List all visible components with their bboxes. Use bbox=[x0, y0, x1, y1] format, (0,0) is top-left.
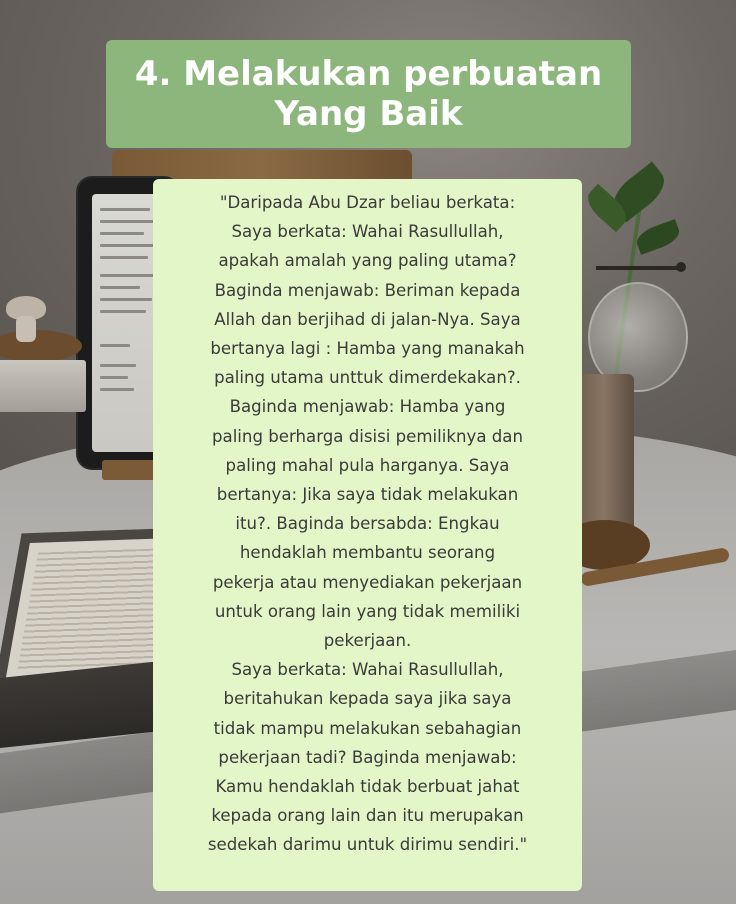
hadith-line: tidak mampu melakukan sebahagian bbox=[213, 718, 522, 738]
hadith-line: pekerja atau menyediakan pekerjaan bbox=[212, 572, 523, 592]
mushroom-stem bbox=[16, 316, 36, 342]
vase-holder bbox=[596, 266, 678, 270]
title-line-2: Yang Baik bbox=[274, 94, 463, 134]
title-banner bbox=[106, 40, 631, 148]
hadith-line: itu?. Baginda bersabda: Engkau bbox=[235, 514, 500, 534]
hadith-line: paling utama unttuk dimerdekakan?. bbox=[214, 368, 521, 388]
coffee-cup bbox=[574, 374, 634, 538]
hadith-line: Saya berkata: Wahai Rasullullah, bbox=[231, 222, 504, 242]
hadith-line: "Daripada Abu Dzar beliau berkata: bbox=[219, 193, 516, 212]
hadith-line: bertanya: Jika saya tidak melakukan bbox=[216, 485, 519, 505]
hadith-line: bertanya lagi : Hamba yang manakah bbox=[210, 339, 525, 359]
tablet-stand-base bbox=[102, 460, 158, 480]
hadith-line: Allah dan berjihad di jalan-Nya. Saya bbox=[214, 309, 521, 329]
vase-holder-knob bbox=[676, 262, 686, 272]
hadith-line: pekerjaan tadi? Baginda menjawab: bbox=[218, 747, 517, 767]
hadith-line: hendaklah membantu seorang bbox=[239, 543, 496, 563]
hadith-line: kepada orang lain dan itu merupakan bbox=[211, 806, 524, 826]
hadith-card bbox=[153, 179, 582, 891]
hadith-line: sedekah darimu untuk dirimu sendiri." bbox=[207, 835, 528, 855]
hadith-line: Baginda menjawab: Hamba yang bbox=[229, 397, 506, 417]
hadith-line: apakah amalah yang paling utama? bbox=[218, 251, 517, 271]
hadith-line: paling berharga disisi pemiliknya dan bbox=[212, 426, 523, 446]
hadith-line: Baginda menjawab: Beriman kepada bbox=[214, 280, 521, 300]
hadith-line: pekerjaan. bbox=[323, 631, 412, 651]
hadith-line: paling mahal pula harganya. Saya bbox=[225, 455, 510, 475]
book-stack bbox=[0, 360, 86, 412]
hadith-line: Saya berkata: Wahai Rasullullah, bbox=[231, 660, 504, 680]
hadith-line: Kamu hendaklah tidak berbuat jahat bbox=[215, 777, 520, 797]
hadith-line: beritahukan kepada saya jika saya bbox=[223, 689, 512, 709]
title-line-1: 4. Melakukan perbuatan bbox=[134, 54, 603, 94]
hadith-line: untuk orang lain yang tidak memiliki bbox=[214, 601, 521, 621]
